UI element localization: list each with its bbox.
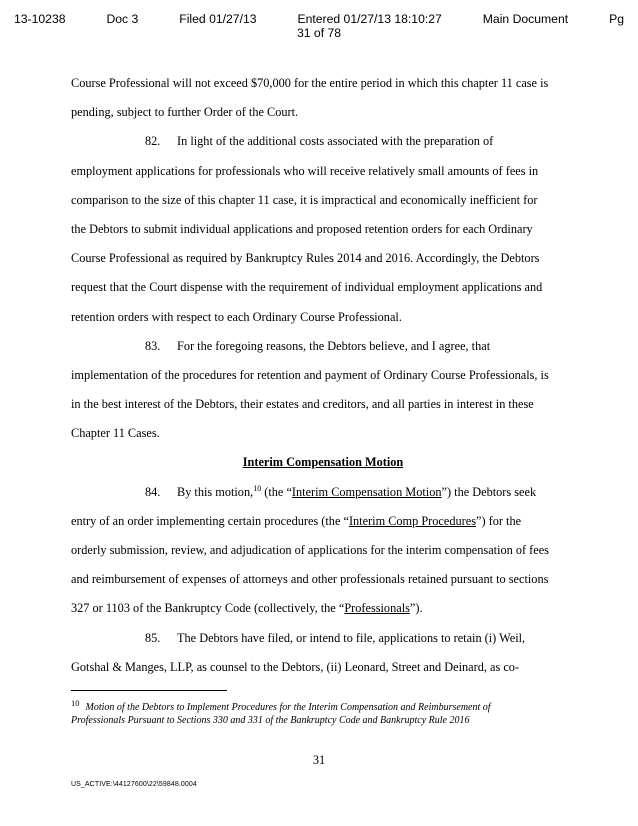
text-line: request that the Court dispense with the requirement of individual employment applications and	[71, 280, 543, 295]
paragraph-number: 82.	[145, 134, 161, 149]
paragraph-number: 83.	[145, 338, 161, 353]
text-fragment: (the “	[261, 484, 292, 499]
text-line: Course Professional will not exceed $70,000 for the entire period in which this chapter 11 case is	[71, 76, 549, 90]
text-line: pending, subject to further Order of the Court.	[71, 105, 299, 120]
paragraph-83-first-line	[71, 339, 575, 368]
text-line	[71, 514, 575, 543]
doc-number: Doc 3	[106, 12, 139, 26]
text-fragment: ”).	[409, 601, 423, 616]
text-line: For the foregoing reasons, the Debtors believe, and I agree, that	[177, 338, 491, 353]
footnote	[71, 697, 591, 727]
text-line: the Debtors to submit individual applications and proposed retention orders for each Ordinary	[71, 221, 533, 236]
text-line: The Debtors have filed, or intend to file, applications to retain (i) Weil,	[177, 630, 526, 645]
filed-date: Filed 01/27/13	[179, 12, 257, 26]
text-line: Chapter 11 Cases.	[71, 426, 160, 441]
text-fragment: ”) for the	[475, 513, 522, 528]
text-line: Course Professional as required by Bankruptcy Rules 2014 and 2016. Accordingly, the Debtors	[71, 251, 540, 266]
footnote-text: Professionals Pursuant to Sections 330 and 331 of the Bankruptcy Code and Bankruptcy Rule 2016	[71, 715, 470, 726]
paragraph-84-first-line	[71, 485, 575, 514]
text-line: implementation of the procedures for retention and payment of Ordinary Course Professionals, is	[71, 367, 549, 382]
text-line: comparison to the size of this chapter 11 case, it is impractical and economically inefficient for	[71, 192, 538, 207]
text-line: orderly submission, review, and adjudication of applications for the interim compensation of fees	[71, 543, 549, 557]
document-type: Main Document	[482, 12, 569, 26]
defined-term: Interim Comp Procedures	[348, 513, 476, 528]
defined-term: Interim Compensation Motion	[291, 484, 442, 499]
page-count: 31 of 78	[296, 26, 342, 40]
text-line: employment applications for professionals who will receive relatively small amounts of fees in	[71, 163, 539, 178]
text-fragment: entry of an order implementing certain procedures (the “	[71, 513, 349, 528]
text-line: Gotshal & Manges, LLP, as counsel to the Debtors, (ii) Leonard, Street and Deinard, as co-	[71, 659, 520, 674]
case-number: 13-10238	[14, 12, 66, 26]
text-line	[71, 601, 575, 630]
footnote-line	[71, 697, 591, 714]
header-row	[14, 12, 624, 26]
footnote-divider	[71, 690, 227, 691]
footnote-text: Motion of the Debtors to Implement Procedures for the Interim Compensation and Reimbursement of	[85, 702, 491, 713]
text-line: and reimbursement of expenses of attorneys and other professionals retained pursuant to sections	[71, 572, 549, 587]
footnote-reference: 10	[253, 483, 262, 493]
document-id: US_ACTIVE:\44127600\22\59848.0004	[71, 781, 197, 788]
text-fragment: 327 or 1103 of the Bankruptcy Code (collectively, the “	[71, 601, 345, 616]
section-heading: Interim Compensation Motion	[242, 455, 404, 470]
page-number: 31	[312, 753, 326, 767]
entered-date: Entered 01/27/13 18:10:27	[297, 12, 442, 26]
text-fragment: By this motion,	[177, 484, 254, 499]
document-body	[71, 76, 575, 689]
text-line: retention orders with respect to each Ordinary Course Professional.	[71, 309, 402, 324]
defined-term: Professionals	[344, 601, 410, 616]
text-line: In light of the additional costs associated with the preparation of	[177, 134, 494, 149]
court-filing-header	[14, 12, 624, 40]
paragraph-number: 85.	[145, 630, 161, 645]
paragraph-number: 84.	[145, 484, 161, 499]
paragraph-85-first-line	[71, 631, 575, 660]
text-line: in the best interest of the Debtors, their estates and creditors, and all parties in interest in these	[71, 397, 534, 412]
text-fragment: ”) the Debtors seek	[441, 484, 537, 499]
footnote-marker: 10	[71, 698, 80, 708]
paragraph-82-first-line	[71, 134, 575, 163]
pg-label: Pg	[609, 12, 624, 26]
